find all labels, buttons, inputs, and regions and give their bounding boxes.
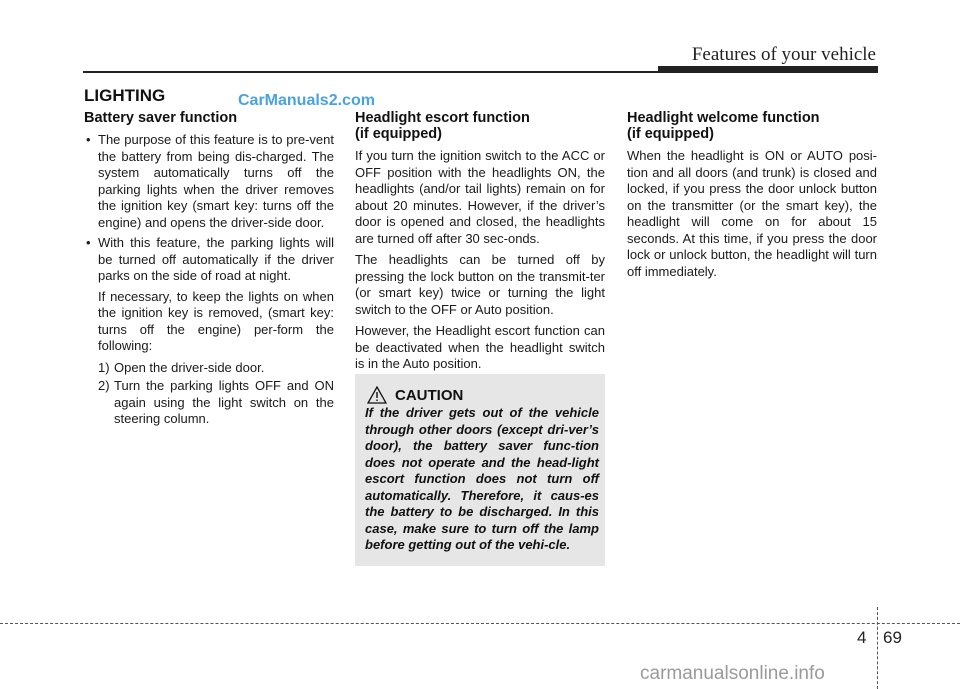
battery-saver-step-2 [84,378,334,428]
column-headlight-escort [355,110,605,378]
chapter-title: Features of your vehicle [691,44,876,65]
battery-saver-heading: Battery saver function [84,110,238,126]
footer-rule [0,623,960,624]
battery-saver-list [84,132,334,285]
welcome-paragraph-1: When the headlight is ON or AUTO posi-tion and all doors (and trunk) is closed and locked, if you press the door unlock button on the transmitter (or the smart key), the headlight will come on for about 15 seconds. At this time, if you press the door lock or unlock button, the headlight will turn off immediately. [627,148,877,279]
caution-box [355,374,605,566]
welcome-heading-line-2: (if equipped) [627,126,714,142]
footer-url: carmanualsonline.info [640,663,825,684]
footer-divider [877,607,878,689]
step-1-text: Open the driver-side door. [114,359,265,375]
step-2-text: Turn the parking lights OFF and ON again using the light switch on the steering column. [114,378,334,426]
header-rule-thick [658,66,878,73]
battery-saver-bullet-2: • With this feature, the parking lights will be turned off automatically if the driver parks on the side of road at night. [84,235,334,285]
caution-header [367,386,463,404]
welcome-heading [627,110,877,142]
welcome-heading-line-1: Headlight welcome function [627,110,820,126]
column-battery-saver [84,110,334,430]
column-headlight-welcome [627,110,877,285]
escort-heading-line-2: (if equipped) [355,126,442,142]
battery-saver-step-1 [84,360,334,377]
watermark: CarManuals2.com [238,92,375,109]
escort-paragraph-2: The headlights can be turned off by pressing the lock button on the transmit-ter (or smart key) twice or turning the light switch to the OFF or Auto position. [355,252,605,317]
header-rule-thin [83,71,658,73]
caution-title: CAUTION [395,386,464,404]
battery-saver-bullet-1: • The purpose of this feature is to pre-vent the battery from being dis-charged. The system automatically turns off the parking lights when the driver removes the ignition key (smart key: turns off the engine) and opens the driver-side door. [84,132,334,231]
escort-heading [355,110,605,142]
escort-paragraph-1: If you turn the ignition switch to the ACC or OFF position with the headlights ON, the headlights (and/or tail lights) remain on for about 20 minutes. However, if the driver’s door is opened and closed, the headlights are turned off after 30 sec-onds. [355,148,605,246]
page-number: 69 [883,628,902,647]
page-chapter-number: 4 [857,628,867,647]
warning-triangle-icon [367,386,387,404]
escort-paragraph-3: However, the Headlight escort function can be deactivated when the headlight switch is in the Auto position. [355,323,605,371]
section-title: LIGHTING [84,86,166,105]
escort-heading-line-1: Headlight escort function [355,110,530,126]
step-1-number: 1) [98,359,110,375]
step-2-number: 2) [98,378,110,393]
battery-saver-note: If necessary, to keep the lights on when the ignition key is removed, (smart key: turns off the engine) per-form the following: [98,288,334,353]
caution-text: If the driver gets out of the vehicle through other doors (except dri-ver’s door), the battery saver func-tion does not operate and the head-light escort function does not turn off automatically. Therefore, it caus-es the battery to be discharged. In this case, make sure to turn off the lamp before getting out of the vehi-cle. [365,405,599,552]
